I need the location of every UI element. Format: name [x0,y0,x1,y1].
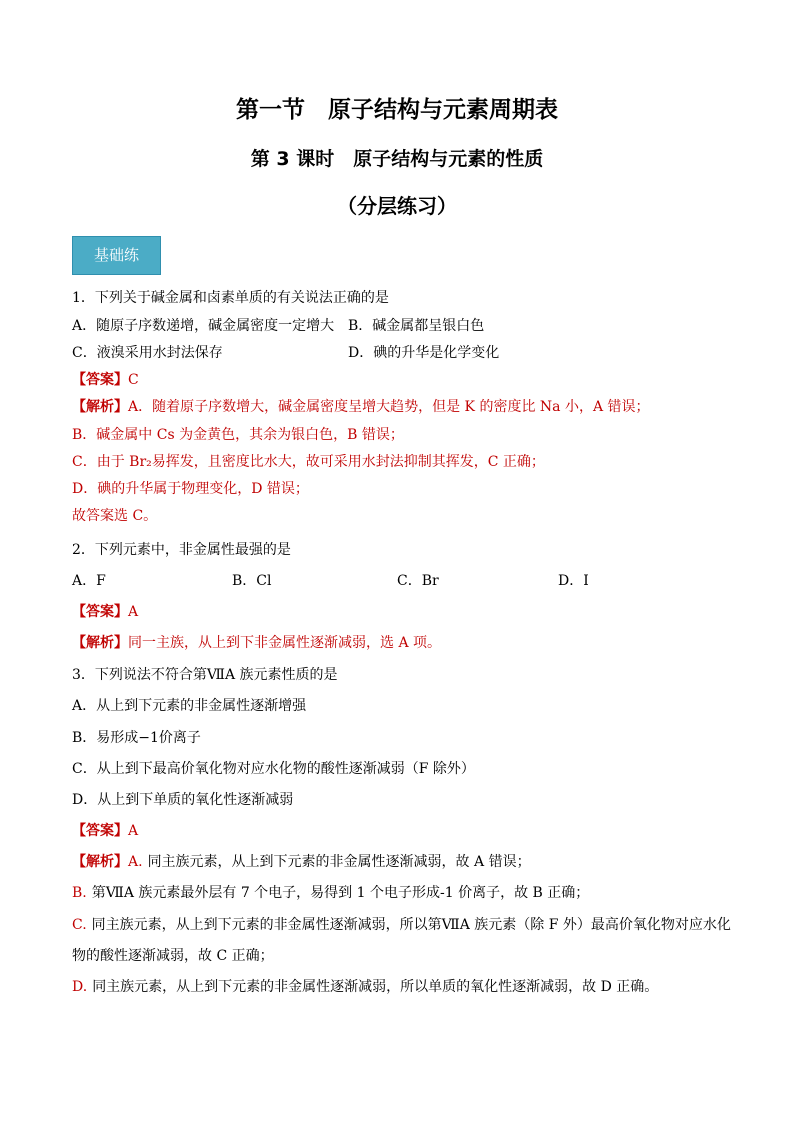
analysis-label: 【解析】 [72,635,128,651]
q3-analysis-text: 同主族元素，从上到下元素的非金属性逐渐减弱，故 A 错误； [147,854,531,870]
q1-stem: 1．下列关于碱金属和卤素单质的有关说法正确的是 [72,290,389,306]
q2-answer [72,602,138,622]
answer-label: 【答案】 [72,604,128,620]
q2-answer-value: A [128,604,139,620]
q1-option-a: A．随原子序数递增，碱金属密度一定增大 [72,318,335,334]
q1-analysis-d: D．碘的升华属于物理变化，D 错误； [72,481,309,497]
q1-analysis-b: B．碱金属中 Cs 为金黄色，其余为银白色，B 错误； [72,427,404,443]
analysis-label: 【解析】 [72,854,128,870]
q3-analysis-d [72,977,658,997]
q3-analysis-text: 第ⅦA 族元素最外层有 7 个电子，易得到 1 个电子形成-1 价离子，故 B 正确； [91,885,590,901]
q3-analysis-c [72,915,731,935]
q2-option-d: D．I [558,573,589,589]
q1-option-b: B．碱金属都呈银白色 [348,318,485,334]
q1-analysis-conclusion: 故答案选 C。 [72,508,158,524]
q3-analysis-prefix: D. [72,979,88,995]
q2-analysis-text: 同一主族，从上到下非金属性逐渐减弱，选 A 项。 [128,635,442,651]
page-title: 第一节 原子结构与元素周期表 [236,97,558,123]
q1-analysis-line: A．随着原子序数增大，碱金属密度呈增大趋势，但是 K 的密度比 Na 小，A 错误； [128,399,650,415]
q1-answer [72,370,139,390]
answer-label: 【答案】 [72,372,128,388]
q3-option-b: B．易形成−1价离子 [72,730,201,746]
q1-answer-value: C [128,372,139,388]
q3-analysis-text: 同主族元素，从上到下元素的非金属性逐渐减弱，所以第ⅦA 族元素（除 F 外）最高价氧化物对应水化 [91,917,731,933]
q3-answer [72,821,138,841]
practice-tag: （分层练习） [337,194,457,218]
analysis-label: 【解析】 [72,399,128,415]
q3-analysis-text: 同主族元素，从上到下元素的非金属性逐渐减弱，所以单质的氧化性逐渐减弱，故 D 正确。 [92,979,659,995]
q1-option-c: C．液溴采用水封法保存 [72,345,223,361]
q3-analysis-prefix: B. [72,885,87,901]
q2-stem: 2．下列元素中，非金属性最强的是 [72,542,291,558]
q3-analysis-a [72,852,531,872]
q3-analysis-b [72,883,589,903]
q2-option-c: C．Br [397,573,439,589]
q3-option-a: A．从上到下元素的非金属性逐渐增强 [72,698,307,714]
q3-stem: 3．下列说法不符合第ⅦA 族元素性质的是 [72,667,338,683]
q1-analysis-c: C．由于 Br₂易挥发，且密度比水大，故可采用水封法抑制其挥发，C 正确； [72,454,545,470]
q3-option-d: D．从上到下单质的氧化性逐渐减弱 [72,792,294,808]
q3-option-c: C．从上到下最高价氧化物对应水化物的酸性逐渐减弱（F 除外） [72,761,475,777]
section-badge: 基础练 [72,236,161,275]
lesson-subtitle: 第 3 课时 原子结构与元素的性质 [250,148,544,170]
q1-analysis-a [72,397,650,417]
q1-option-d: D．碘的升华是化学变化 [348,345,500,361]
q3-analysis-c-continuation: 物的酸性逐渐减弱，故 C 正确； [72,948,274,964]
q3-analysis-prefix: A. [128,854,143,870]
q3-answer-value: A [128,823,139,839]
answer-label: 【答案】 [72,823,128,839]
q2-option-a: A．F [72,573,106,589]
q2-analysis [72,633,441,653]
q3-analysis-prefix: C. [72,917,87,933]
q2-option-b: B．Cl [232,573,272,589]
